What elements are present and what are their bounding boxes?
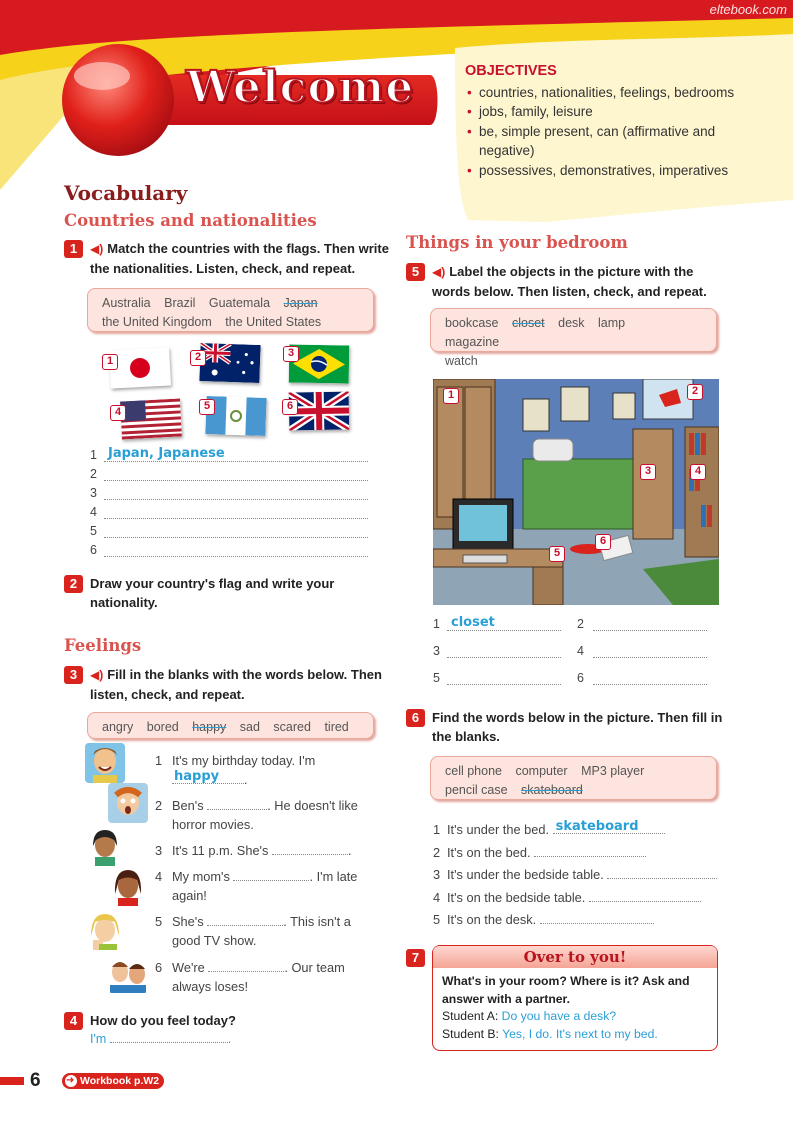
answer-field[interactable]: [447, 672, 561, 685]
vocabulary-heading: Vocabulary: [64, 181, 188, 205]
exercise-instruction: Draw your country's flag and write your nationality.: [90, 576, 335, 610]
blank-field[interactable]: [534, 845, 646, 857]
line-number: 5: [90, 524, 97, 538]
line-number: 4: [577, 644, 584, 658]
picture-tag: 6: [595, 534, 611, 550]
countries-heading: Countries and nationalities: [64, 211, 317, 230]
site-watermark: eltebook.com: [709, 2, 787, 17]
word: sad: [239, 720, 260, 734]
sample-answer: closet: [451, 615, 495, 630]
find-item: [433, 843, 646, 862]
face-sad-friends-icon: [108, 953, 148, 993]
item-text: It's my birthday today. I'm: [172, 753, 316, 768]
student-a-line: Do you have a desk?: [501, 1009, 617, 1023]
word-crossed: happy: [192, 720, 227, 734]
word: Brazil: [164, 296, 196, 310]
face-tired-girl-icon: [85, 826, 125, 866]
blank-field[interactable]: [172, 769, 244, 784]
bedroom-illustration: [433, 379, 719, 605]
line-number: 2: [577, 617, 584, 631]
student-a-label: Student A:: [442, 1009, 499, 1023]
word: bored: [146, 720, 179, 734]
item-text: It's under the bedside table.: [447, 867, 604, 882]
exercise-1: [64, 239, 394, 278]
answer-line: [90, 486, 368, 500]
item-text: It's on the desk.: [447, 912, 537, 927]
word: angry: [102, 720, 134, 734]
item-number: 4: [433, 890, 441, 905]
word-box-feelings: [87, 712, 374, 739]
item-text: .: [244, 772, 248, 787]
answer-field[interactable]: [104, 446, 368, 462]
answer-line: [90, 448, 368, 462]
objectives-heading: OBJECTIVES: [465, 63, 557, 79]
line-number: 6: [90, 543, 97, 557]
line-number: 5: [433, 671, 440, 685]
exercise-instruction: Label the objects in the picture with the words below. Then listen, check, and repeat.: [432, 264, 707, 299]
blank-field[interactable]: [208, 960, 284, 972]
exercise-number: 7: [406, 949, 425, 967]
answer-field[interactable]: [447, 645, 561, 658]
item-text: My mom's: [172, 869, 230, 884]
objectives-box: [465, 62, 735, 180]
face-scared-boy-icon: [108, 783, 148, 823]
item-number: 3: [433, 867, 441, 882]
flag-australia: [199, 343, 260, 383]
item-text: We're: [172, 960, 205, 975]
item-text: . He doesn't like: [267, 798, 358, 813]
face-bored-girl-icon: [85, 910, 125, 950]
word: the United States: [225, 315, 322, 329]
find-item: [433, 865, 717, 884]
answer-field[interactable]: [593, 672, 707, 685]
exercise-6: [406, 708, 726, 746]
feelings-heading: Feelings: [64, 636, 142, 655]
line-number: 2: [90, 467, 97, 481]
face-happy-boy-icon: [85, 743, 125, 783]
blank-field[interactable]: [553, 819, 665, 834]
over-to-you-box: [432, 945, 718, 1051]
flag-tag: 3: [283, 346, 299, 362]
answer-line: [90, 543, 368, 557]
find-item: [433, 820, 665, 839]
answer-line: [90, 524, 368, 538]
word: watch: [445, 354, 478, 368]
exercise-number: 4: [64, 1012, 83, 1030]
word: scared: [273, 720, 311, 734]
answer-line: [90, 505, 368, 519]
exercise-instruction: Find the words below in the picture. Then fill in the blanks.: [432, 710, 723, 744]
exercise-instruction: Fill in the blanks with the words below. Then listen, check, and repeat.: [90, 667, 382, 702]
line-number: 3: [90, 486, 97, 500]
answer-line: [90, 467, 368, 481]
word: MP3 player: [581, 764, 645, 778]
flag-united-states: [120, 398, 182, 439]
word-crossed: closet: [512, 316, 545, 330]
audio-icon[interactable]: ◀): [432, 265, 446, 279]
objective-item: • countries, nationalities, feelings, bedrooms: [465, 83, 735, 103]
word: desk: [558, 316, 585, 330]
word: Guatemala: [208, 296, 271, 310]
word: Australia: [102, 296, 151, 310]
answer-line: [433, 617, 561, 631]
answer-line: [433, 644, 561, 658]
answer-line: [577, 644, 707, 658]
blank-field[interactable]: [607, 867, 717, 879]
exercise-number: 3: [64, 666, 83, 684]
picture-tag: 1: [443, 388, 459, 404]
sample-answer: skateboard: [555, 819, 639, 834]
bedroom-heading: Things in your bedroom: [406, 233, 628, 252]
item-text: good TV show.: [172, 933, 257, 948]
item-number: 2: [433, 845, 441, 860]
item-text: It's under the bed.: [447, 822, 550, 837]
item-text: It's on the bedside table.: [447, 890, 586, 905]
exercise-number: 5: [406, 263, 425, 281]
word: lamp: [598, 316, 626, 330]
answer-field[interactable]: [104, 525, 368, 538]
item-number: 2: [155, 798, 163, 813]
answer-field[interactable]: [104, 544, 368, 557]
find-item: [433, 888, 701, 907]
flag-tag: 2: [190, 350, 206, 366]
picture-tag: 4: [690, 464, 706, 480]
word: bookcase: [445, 316, 499, 330]
answer-field[interactable]: [593, 645, 707, 658]
feelings-item: [155, 912, 387, 950]
item-text: .: [347, 843, 352, 858]
line-number: 3: [433, 644, 440, 658]
line-number: 1: [433, 617, 440, 631]
answer-line: [577, 671, 707, 685]
picture-tag: 2: [687, 384, 703, 400]
exercise-instruction: Match the countries with the flags. Then write the nationalities. Listen, check, and repeat.: [90, 241, 389, 276]
sample-answer: Japan, Japanese: [108, 446, 225, 461]
exercise-4: [64, 1011, 364, 1030]
footer-bar: [0, 1077, 24, 1085]
item-text: . This isn't a: [283, 914, 351, 929]
flag-tag: 1: [102, 354, 118, 370]
item-text: . I'm late: [309, 869, 358, 884]
answer-prefix: I'm: [90, 1032, 107, 1046]
word-crossed: skateboard: [521, 783, 583, 797]
answer-field[interactable]: [110, 1031, 228, 1043]
workbook-link[interactable]: Workbook p.W2 ➜: [62, 1073, 164, 1089]
student-b-label: Student B:: [442, 1026, 499, 1041]
over-to-you-title: Over to you!: [433, 946, 717, 968]
feelings-item: [155, 867, 387, 905]
objective-item: • possessives, demonstratives, imperatives: [465, 161, 735, 181]
flag-tag: 4: [110, 405, 126, 421]
picture-tag: 5: [549, 546, 565, 562]
item-number: 6: [155, 960, 163, 975]
page-number: 6: [30, 1070, 41, 1091]
audio-icon[interactable]: ◀): [90, 668, 104, 682]
page-title: Welcome: [186, 62, 415, 113]
line-number: 1: [90, 448, 97, 462]
word: computer: [515, 764, 568, 778]
find-item: [433, 910, 654, 929]
word: pencil case: [445, 783, 508, 797]
over-to-you-text: [442, 973, 717, 1043]
feelings-item: [155, 958, 387, 996]
item-text: She's: [172, 914, 204, 929]
blank-field[interactable]: [540, 912, 654, 924]
word-crossed: Japan: [283, 296, 318, 310]
flag-tag: 6: [282, 399, 298, 415]
exercise-instruction: How do you feel today?: [90, 1013, 236, 1028]
item-number: 1: [433, 822, 441, 837]
answer-field[interactable]: [593, 618, 707, 631]
item-text: It's on the bed.: [447, 845, 531, 860]
line-number: 6: [577, 671, 584, 685]
word-box-bedroom: [430, 308, 717, 368]
item-text: Ben's: [172, 798, 204, 813]
blank-field[interactable]: [207, 798, 267, 810]
item-number: 3: [155, 843, 163, 858]
feelings-item: [155, 796, 387, 834]
exercise-number: 6: [406, 709, 425, 727]
picture-tag: 3: [640, 464, 656, 480]
blank-field[interactable]: [589, 890, 701, 902]
answer-field[interactable]: [104, 468, 368, 481]
word: tired: [324, 720, 349, 734]
blank-field[interactable]: [233, 869, 309, 881]
item-number: 1: [155, 753, 163, 768]
line-number: 4: [90, 505, 97, 519]
answer-suffix: .: [227, 1032, 232, 1046]
answer-line: [577, 617, 707, 631]
feelings-item: [155, 841, 385, 860]
exercise-number: 2: [64, 575, 83, 593]
audio-icon[interactable]: ◀): [90, 242, 104, 256]
objective-item: • jobs, family, leisure: [465, 102, 735, 122]
face-angry-woman-icon: [108, 866, 148, 906]
item-number: 5: [433, 912, 441, 927]
answer-field[interactable]: [104, 506, 368, 519]
feelings-item: [155, 751, 385, 789]
item-text: horror movies.: [172, 817, 254, 832]
item-text: It's 11 p.m. She's: [172, 843, 269, 858]
word: magazine: [445, 335, 500, 349]
word: the United Kingdom: [102, 315, 212, 329]
blank-field[interactable]: [207, 914, 283, 926]
word: cell phone: [445, 764, 502, 778]
item-number: 4: [155, 869, 163, 884]
word-box-countries: [87, 288, 374, 332]
item-text: . Our team: [284, 960, 345, 975]
exercise-2: [64, 574, 364, 612]
answer-line: [433, 671, 561, 685]
item-number: 5: [155, 914, 163, 929]
answer-field[interactable]: [104, 487, 368, 500]
exercise-5: [406, 262, 726, 301]
student-b-line: Yes, I do. It's next to my bed.: [502, 1026, 658, 1041]
blank-field[interactable]: [272, 843, 348, 855]
over-to-you-prompt: What's in your room? Where is it? Ask and answer with a partner.: [442, 974, 690, 1006]
flag-japan: [109, 347, 171, 388]
word-box-find: [430, 756, 717, 800]
sample-answer: happy: [174, 769, 220, 784]
flag-tag: 5: [199, 399, 215, 415]
item-text: again!: [172, 888, 207, 903]
ex4-answer-line: [90, 1031, 231, 1046]
objective-item: • be, simple present, can (affirmative and negative): [465, 122, 735, 161]
answer-field[interactable]: [447, 615, 561, 631]
exercise-number: 1: [64, 240, 83, 258]
exercise-3: [64, 665, 384, 704]
item-text: always loses!: [172, 979, 249, 994]
